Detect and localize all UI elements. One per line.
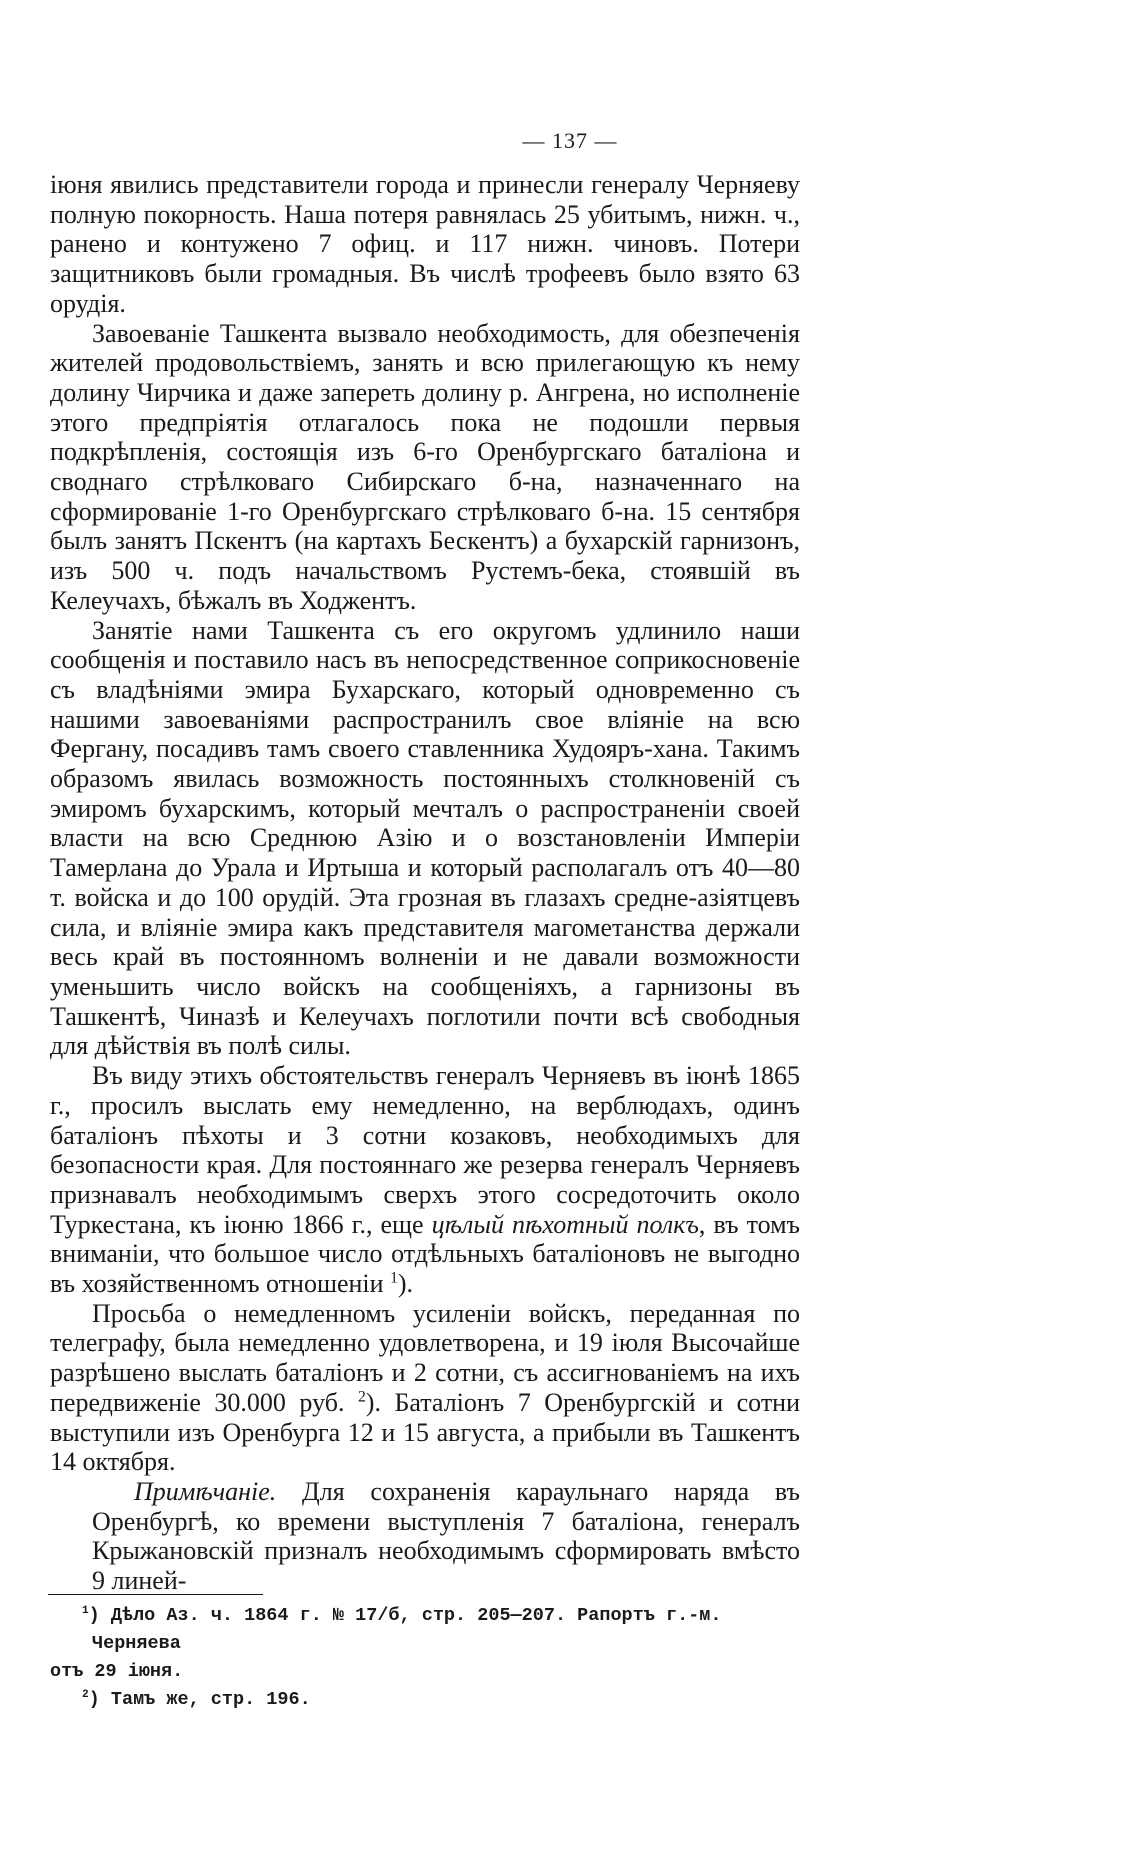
- paragraph-3: Занятіе нами Ташкента съ его округомъ удлинило наши сообщенія и поставило насъ въ непосредственное соприкосновеніе съ владѣніями эмира Бухарскаго, который одновременно съ нашими завоеваніями распространилъ свое вліяніе на всю Фергану, посадивъ тамъ своего ставленника Худояръ-хана. Такимъ образомъ явилась возможность постоянныхъ столкновеній съ эмиромъ бухарскимъ, который мечталъ о распространеніи своей власти на всю Среднюю Азію и о возстановленіи Имперіи Тамерлана до Урала и Иртыша и который располагалъ отъ 40—80 т. войска и до 100 орудій. Эта грозная въ глазахъ средне-азіятцевъ сила, и вліяніе эмира какъ представителя магометанства держали весь край въ постоянномъ волненіи и не давали возможности уменьшить число войскъ на сообщеніяхъ, а гарнизоны въ Ташкентѣ, Чиназѣ и Келеучахъ поглотили почти всѣ свободныя для дѣйствія въ полѣ силы.: [50, 615, 800, 1061]
- paragraph-4-text-cont: , въ томъ вниманіи, что большое число отдѣльныхъ баталіоновъ не выгодно въ хозяйственномъ отношеніи: [50, 1209, 800, 1299]
- paragraph-1: іюня явились представители города и принесли генералу Черняеву полную покорность. Наша потеря равнялась 25 убитымъ, нижн. ч., ранено и контужено 7 офиц. и 117 нижн. чиновъ. Потери защитниковъ были громадныя. Въ числѣ трофеевъ было взято 63 орудія.: [50, 170, 800, 318]
- note-label: Примѣчаніе.: [134, 1476, 277, 1506]
- footnote-1: [50, 1602, 802, 1686]
- paragraph-5-text: Просьба о немедленномъ усиленіи войскъ, переданная по телеграфу, была немедленно удовлетворена, и 19 іюля Высочайше разрѣшено выслать баталіонъ и 2 сотни, съ ассигнованіемъ на ихъ передвиженіе 30.000 руб.: [50, 1298, 800, 1417]
- paragraph-4-text: Въ виду этихъ обстоятельствъ генералъ Черняевъ въ іюнѣ 1865 г., просилъ выслать ему немедленно, на верблюдахъ, одинъ баталіонъ пѣхоты и 3 сотни козаковъ, необходимыхъ для безопасности края. Для постояннаго же резерва генералъ Черняевъ признавалъ необходимымъ сверхъ этого сосредоточить около Туркестана, къ іюню 1866 г., еще: [50, 1061, 800, 1239]
- footnote-ref-2: 2: [357, 1388, 366, 1406]
- footnote-2: [50, 1686, 802, 1714]
- page-number: — 137 —: [522, 128, 618, 153]
- note-paragraph: [50, 1477, 800, 1596]
- paragraph-2: Завоеваніе Ташкента вызвало необходимость, для обезпеченія жителей продовольствіемъ, занять и всю прилегающую къ нему долину Чирчика и даже запереть долину р. Ангрена, но исполненіе этого предпріятія отлагалось пока не подошли первыя подкрѣпленія, состоящія изъ 6-го Оренбургскаго баталіона и своднаго стрѣлковаго Сибирскаго б-на, назначеннаго на сформированіе 1-го Оренбургскаго стрѣлковаго б-на. 15 сентября былъ занятъ Пскентъ (на картахъ Бескентъ) а бухарскій гарнизонъ, изъ 500 ч. подъ начальствомъ Рустемъ-бека, стоявшій въ Келеучахъ, бѣжалъ въ Ходжентъ.: [50, 318, 800, 615]
- emphasis-text: цѣлый пѣхотный полкъ: [431, 1209, 699, 1239]
- paragraph-5-text-cont: ). Баталіонъ 7 Оренбургскій и сотни выступили изъ Оренбурга 12 и 15 августа, а прибыли въ Ташкентъ 14 октября.: [50, 1387, 801, 1477]
- footnote-marker-2: 2: [82, 1688, 89, 1701]
- footnote-marker-1: 1: [82, 1604, 89, 1617]
- note-text: Для сохраненія караульнаго наряда въ Оренбургѣ, ко времени выступленія 7 баталіона, генералъ Крыжановскій призналъ необходимымъ сформировать вмѣсто 9 линей-: [92, 1476, 800, 1596]
- body-text: [50, 170, 800, 1596]
- footnotes: [50, 1602, 802, 1714]
- footnote-1-cont: отъ 29 іюня.: [50, 1661, 184, 1682]
- footnote-ref-1: 1: [390, 1269, 398, 1287]
- footnote-2-text: ) Тамъ же, стр. 196.: [88, 1689, 311, 1710]
- footnote-1-text: ) Дѣло Аз. ч. 1864 г. № 17/б, стр. 205—207. Рапортъ г.-м. Черняева: [88, 1605, 722, 1654]
- footnote-divider: [48, 1594, 263, 1595]
- paragraph-4: [50, 1061, 800, 1299]
- paragraph-5: [50, 1299, 800, 1477]
- paragraph-4-end: ).: [397, 1269, 414, 1299]
